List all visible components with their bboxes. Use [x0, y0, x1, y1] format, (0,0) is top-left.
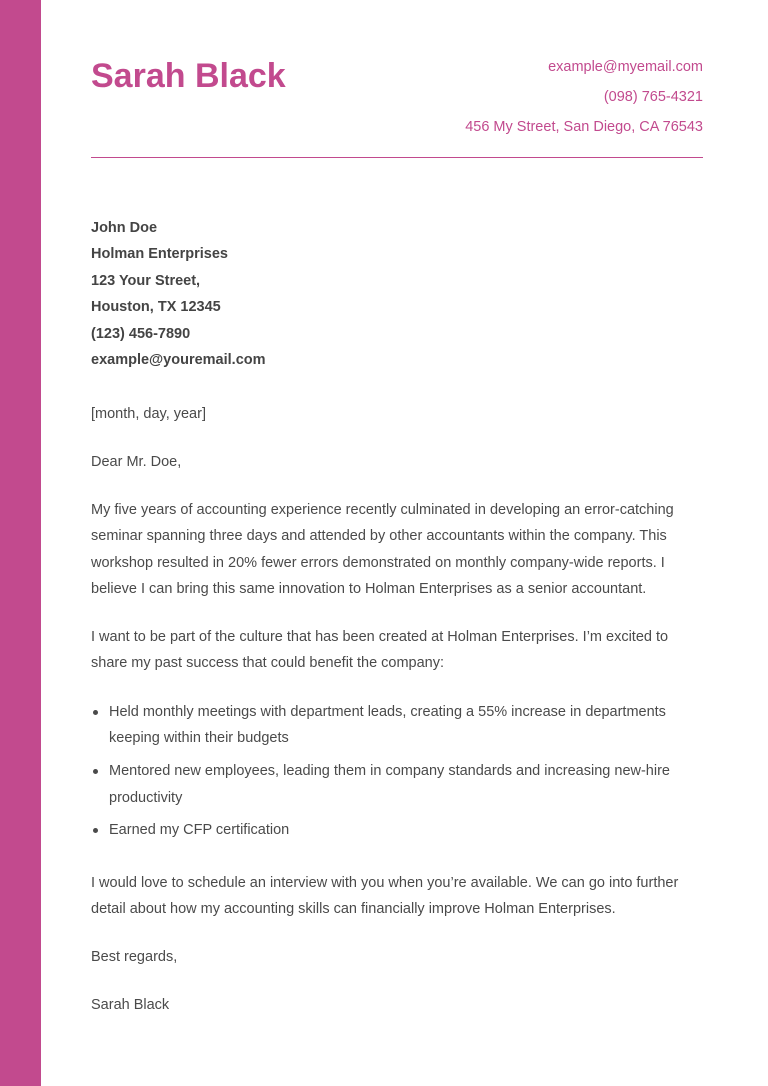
sender-address: 456 My Street, San Diego, CA 76543: [465, 119, 703, 135]
bullet-icon: [93, 710, 98, 715]
list-item-text: Earned my CFP certification: [109, 822, 290, 839]
list-item: [91, 758, 703, 811]
paragraph-closing: I would love to schedule an interview with you when you’re available. We can go into further detail about how my accounting skills can financially improve Holman Enterprises.: [91, 875, 679, 918]
list-item: [91, 699, 703, 752]
bullet-icon: [93, 828, 98, 833]
recipient-street: 123 Your Street,: [91, 272, 201, 289]
letter-page: [91, 0, 703, 1086]
salutation: Dear Mr. Doe,: [91, 454, 182, 470]
list-item: [91, 817, 703, 843]
sender-name: Sarah Black: [91, 57, 286, 95]
accent-sidebar: [0, 0, 41, 1086]
recipient-phone: (123) 456-7890: [91, 325, 191, 342]
list-item-text: Mentored new employees, leading them in company standards and increasing new-hire productivity: [109, 763, 670, 806]
sender-email: example@myemail.com: [548, 59, 703, 75]
recipient-company: Holman Enterprises: [91, 246, 228, 263]
paragraph-culture: I want to be part of the culture that has been created at Holman Enterprises. I’m excited to share my past success that could benefit the company:: [91, 629, 669, 672]
recipient-block: [91, 215, 266, 373]
letter-date: [month, day, year]: [91, 406, 206, 422]
bullet-icon: [93, 769, 98, 774]
recipient-city: Houston, TX 12345: [91, 299, 221, 316]
sender-phone: (098) 765-4321: [603, 89, 703, 105]
header-divider: [91, 157, 703, 158]
recipient-email: example@youremail.com: [91, 351, 266, 368]
sign-off: Best regards,: [91, 949, 178, 965]
sender-contact: [465, 55, 703, 145]
recipient-name: John Doe: [91, 220, 158, 236]
achievement-list: [91, 699, 703, 850]
list-item-text: Held monthly meetings with department leads, creating a 55% increase in departments keeping within their budgets: [109, 704, 666, 747]
signature: Sarah Black: [91, 997, 170, 1013]
paragraph-intro: My five years of accounting experience recently culminated in developing an error-catching seminar spanning three days and attended by other accountants within the company. This workshop resulted in 20% fewer errors demonstrated on monthly company-wide reports. I believe I can bring this same innovation to Holman Enterprises as a senior accountant.: [91, 502, 674, 598]
